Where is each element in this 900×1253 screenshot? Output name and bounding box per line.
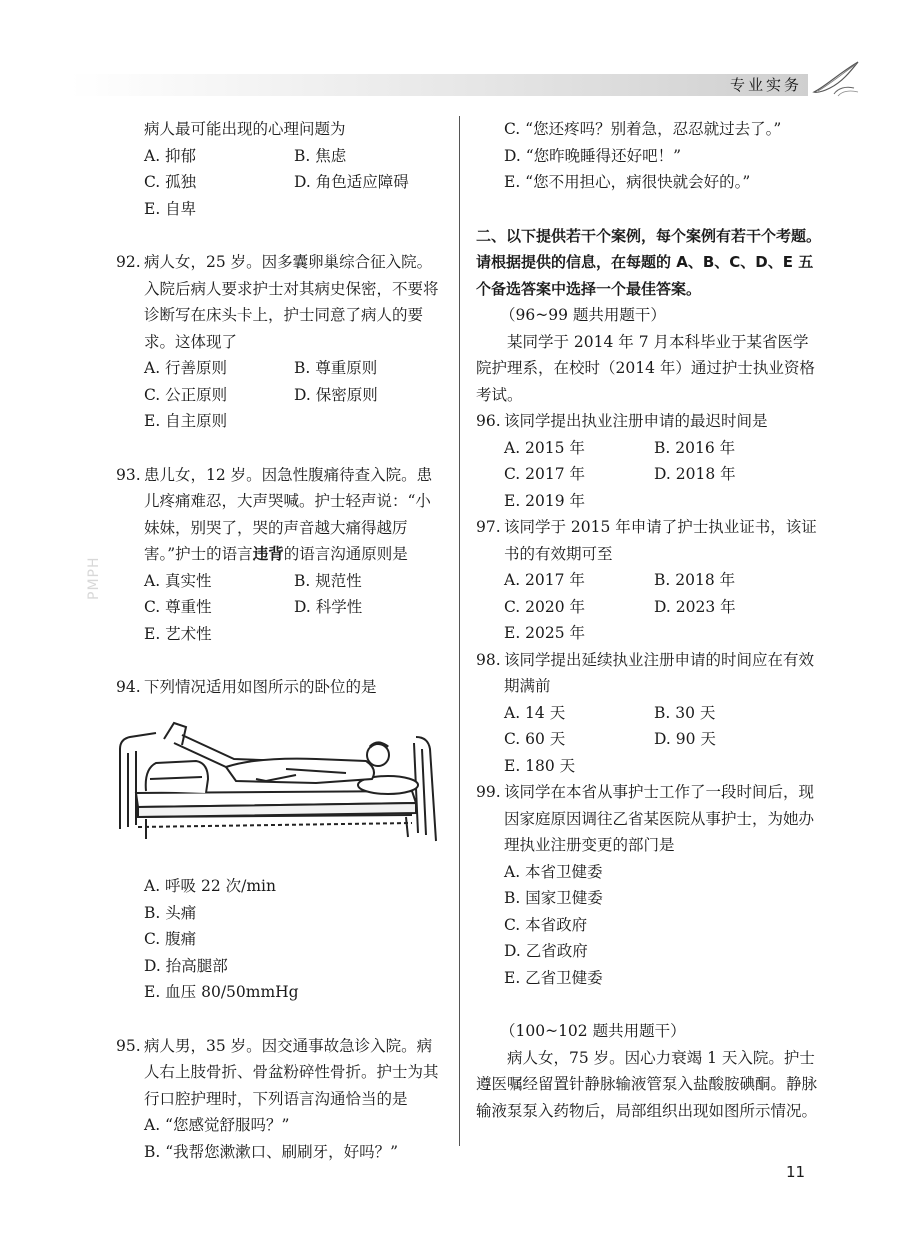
question-stem <box>476 514 821 567</box>
option-b[interactable]: B. 尊重原则 <box>294 359 378 377</box>
question-number: 94. <box>116 678 141 696</box>
option-b[interactable]: B. 2018 年 <box>654 571 736 589</box>
option-b[interactable]: B. 头痛 <box>144 903 197 922</box>
question-text: 下列情况适用如图所示的卧位的是 <box>144 678 377 696</box>
watermark: PMPH <box>86 556 102 600</box>
option-a[interactable]: A. 呼吸 22 次/min <box>144 877 276 895</box>
option-e[interactable]: E. 艺术性 <box>144 624 212 643</box>
option-d[interactable]: D. 2018 年 <box>654 465 736 483</box>
options-list <box>116 355 446 435</box>
question-92 <box>116 249 446 435</box>
column-divider <box>459 116 460 1146</box>
question-text: 病人男，35 岁。因交通事故急诊入院。病人右上肢骨折、骨盆粉碎性骨折。护士为其行口腔护理时，下列语言沟通恰当的是 <box>144 1036 439 1108</box>
options-list <box>476 700 821 780</box>
option-a[interactable]: A. “您感觉舒服吗？” <box>144 1116 290 1134</box>
case-text: 某同学于 2014 年 7 月本科毕业于某省医学院护理系，在校时（2014 年）通过护士执业资格考试。 <box>476 332 815 404</box>
question-stem: 病人最可能出现的心理问题为 <box>144 120 346 138</box>
case-text: 病人女，75 岁。因心力衰竭 1 天入院。护士遵医嘱经留置针静脉输液管泵入盐酸胺碘酮。静脉输液泵泵入药物后，局部组织出现如图所示情况。 <box>476 1048 818 1120</box>
emphasis-word: 违背 <box>252 544 284 563</box>
options-list <box>116 568 446 648</box>
option-e[interactable]: E. 2025 年 <box>504 624 586 642</box>
question-98 <box>476 647 821 780</box>
option-c[interactable]: C. 2017 年 <box>504 465 586 483</box>
option-b[interactable]: B. 国家卫健委 <box>504 889 603 907</box>
quill-feather-logo-icon <box>808 58 864 98</box>
option-e[interactable]: E. 乙省卫健委 <box>504 968 603 987</box>
question-95 <box>116 1033 446 1166</box>
option-a[interactable]: A. 本省卫健委 <box>504 862 603 881</box>
option-d[interactable]: D. 角色适应障碍 <box>294 173 409 191</box>
question-number: 98. <box>476 650 501 669</box>
options-list <box>476 435 821 515</box>
question-text: 患儿女，12 岁。因急性腹痛待查入院。患儿疼痛难忍，大声哭喊。护士轻声说：“小妹妹，别哭了，哭的声音越大痛得越厉害。”护士的语言 <box>144 465 433 563</box>
option-e[interactable]: E. 自主原则 <box>144 412 228 430</box>
options-list <box>116 143 446 223</box>
question-number: 92. <box>116 253 141 271</box>
option-c[interactable]: C. 尊重性 <box>144 598 212 616</box>
question-95-options-cont <box>476 116 821 196</box>
case-heading: （100~102 题共用题干） <box>500 1022 686 1040</box>
question-97 <box>476 514 821 647</box>
option-a[interactable]: A. 2015 年 <box>504 438 585 457</box>
question-text: 该同学提出执业注册申请的最迟时间是 <box>504 412 768 430</box>
option-c[interactable]: C. 公正原则 <box>144 385 228 404</box>
question-text: 该同学提出延续执业注册申请的时间应在有效期满前 <box>504 650 815 695</box>
option-c[interactable]: C. 60 天 <box>504 730 566 748</box>
option-d[interactable]: D. “您昨晚睡得还好吧！” <box>504 146 682 165</box>
question-number: 93. <box>116 465 141 484</box>
option-c[interactable]: C. 2020 年 <box>504 597 586 616</box>
question-stem <box>116 462 446 568</box>
option-e[interactable]: E. 自卑 <box>144 199 197 218</box>
question-number: 99. <box>476 783 501 801</box>
option-c[interactable]: C. 孤独 <box>144 173 197 191</box>
option-a[interactable]: A. 2017 年 <box>504 571 585 589</box>
option-e[interactable]: E. 血压 80/50mmHg <box>144 983 299 1001</box>
option-c[interactable]: C. 腹痛 <box>144 930 197 948</box>
question-stem <box>116 674 446 701</box>
question-94 <box>116 674 446 1006</box>
option-a[interactable]: A. 行善原则 <box>144 359 228 377</box>
question-number: 95. <box>116 1036 141 1055</box>
option-c[interactable]: C. “您还疼吗？别着急，忍忍就过去了。” <box>504 120 782 138</box>
option-b[interactable]: B. 30 天 <box>654 703 716 722</box>
option-d[interactable]: D. 2023 年 <box>654 597 736 616</box>
option-d[interactable]: D. 乙省政府 <box>504 942 588 960</box>
bed-position-illustration <box>116 709 446 849</box>
question-text-end: 的语言沟通原则是 <box>283 545 408 563</box>
header-bar <box>70 74 808 96</box>
question-number: 97. <box>476 518 501 536</box>
option-d[interactable]: D. 保密原则 <box>294 385 378 404</box>
question-99 <box>476 779 821 991</box>
options-list <box>476 567 821 647</box>
option-d[interactable]: D. 抬高腿部 <box>144 956 228 975</box>
left-column <box>116 116 446 1165</box>
option-d[interactable]: D. 90 天 <box>654 730 716 748</box>
option-e[interactable]: E. “您不用担心，病很快就会好的。” <box>504 173 751 191</box>
question-stem <box>116 1033 446 1113</box>
question-91-tail <box>116 116 446 222</box>
question-96 <box>476 408 821 514</box>
question-stem <box>476 408 821 435</box>
option-b[interactable]: B. 规范性 <box>294 571 362 590</box>
section-title: 二、以下提供若干个案例，每个案例有若干个考题。请根据提供的信息，在每题的 A、B、C、D、E 五个备选答案中选择一个最佳答案。 <box>476 226 822 298</box>
option-b[interactable]: B. “我帮您漱漱口、刷刷牙，好吗？” <box>144 1142 399 1161</box>
question-text: 病人女，25 岁。因多囊卵巢综合征入院。入院后病人要求护士对其病史保密，不要将诊断写在床头卡上，护士同意了病人的要求。这体现了 <box>144 253 439 351</box>
right-column <box>476 116 821 1124</box>
options-list <box>476 859 821 992</box>
options-list <box>116 1112 446 1165</box>
question-stem <box>476 779 821 859</box>
question-text: 该同学于 2015 年申请了护士执业证书，该证书的有效期可至 <box>504 518 817 563</box>
option-c[interactable]: C. 本省政府 <box>504 915 588 934</box>
option-b[interactable]: B. 焦虑 <box>294 146 347 165</box>
option-d[interactable]: D. 科学性 <box>294 598 363 616</box>
case-heading: （96~99 题共用题干） <box>500 306 666 324</box>
option-e[interactable]: E. 180 天 <box>504 756 576 775</box>
option-a[interactable]: A. 14 天 <box>504 703 566 722</box>
option-a[interactable]: A. 真实性 <box>144 571 212 590</box>
question-stem <box>476 647 821 700</box>
question-stem <box>116 249 446 355</box>
question-text: 该同学在本省从事护士工作了一段时间后，现因家庭原因调往乙省某医院从事护士，为她办理执业注册变更的部门是 <box>504 783 815 854</box>
options-list <box>116 873 446 1006</box>
option-a[interactable]: A. 抑郁 <box>144 146 197 165</box>
header-title: 专业实务 <box>729 76 802 94</box>
option-b[interactable]: B. 2016 年 <box>654 438 736 457</box>
page-number: 11 <box>786 1163 806 1181</box>
question-93 <box>116 462 446 648</box>
option-e[interactable]: E. 2019 年 <box>504 491 586 510</box>
question-number: 96. <box>476 412 501 430</box>
